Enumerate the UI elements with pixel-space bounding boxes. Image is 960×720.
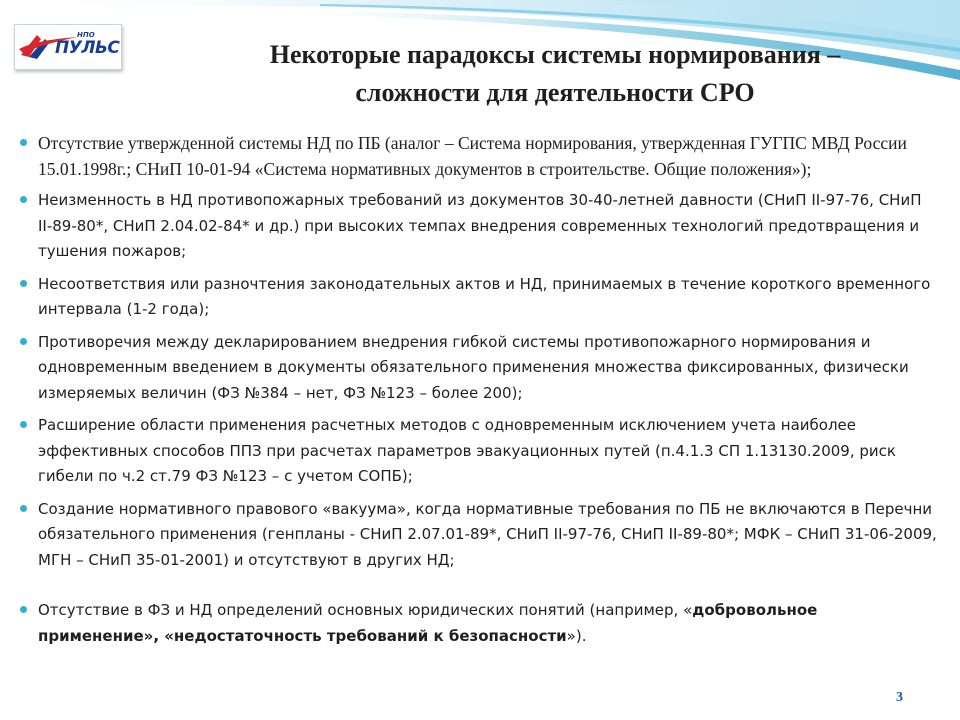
title-line-2: сложности для деятельности СРО	[355, 78, 755, 107]
slide-title	[150, 36, 960, 112]
bullet-icon	[20, 338, 27, 345]
bullet-item	[20, 413, 938, 490]
logo-main-text: ПУЛЬС	[55, 38, 120, 58]
title-line-1: Некоторые парадоксы системы нормирования –	[269, 40, 841, 69]
bullet-item	[20, 272, 938, 323]
bullet-text: Создание нормативного правового «вакуума», когда нормативные требования по ПБ не включаются в Перечни обязательного применения (генпланы - СНиП 2.07.01-89*, СНиП II-97-76, СНиП II-89-80*; МФК – СНиП 31-06-2009, МГН – СНиП 35-01-2001) и отсутствуют в других НД;	[38, 499, 937, 569]
bullet-text-bold: добровольное применение», «недостаточность требований к безопасности	[38, 601, 818, 645]
bullet-text-before: Отсутствие в ФЗ и НД определений основных юридических понятий (например, «	[38, 601, 693, 619]
bullet-item	[20, 598, 938, 649]
company-logo	[14, 24, 122, 70]
bullet-text: Расширение области применения расчетных методов с одновременным исключением учета наиболее эффективных способов ППЗ при расчетах параметров эвакуационных путей (п.4.1.3 СП 1.13130.2009, риск гибели по ч.2 ст.79 ФЗ №123 – с учетом СОПБ);	[38, 416, 896, 485]
bullet-icon	[20, 196, 27, 203]
bullet-item	[20, 188, 938, 265]
bullet-icon	[20, 280, 27, 287]
bullet-icon	[20, 606, 27, 613]
bullet-item	[20, 497, 938, 574]
bullet-icon	[20, 421, 27, 428]
bullet-text-after: »).	[566, 626, 587, 645]
bullet-item	[20, 130, 938, 182]
bullet-icon	[20, 139, 27, 146]
slide-content	[20, 130, 938, 656]
bullet-text: Противоречия между декларированием внедрения гибкой системы противопожарного нормирования и одновременным введением в документы обязательного применения множества фиксированных, физически измеряемых величин (ФЗ №384 – нет, ФЗ №123 – более 200);	[38, 332, 909, 402]
bullet-icon	[20, 505, 27, 512]
bullet-list	[20, 130, 938, 649]
logo-small-text: НПО	[77, 31, 95, 39]
bullet-text: Несоответствия или разночтения законодательных актов и НД, принимаемых в течение короткого временного интервала (1-2 года);	[38, 274, 931, 318]
bullet-item	[20, 330, 938, 407]
bullet-text: Неизменность в НД противопожарных требований из документов 30-40-летней давности (СНиП II-97-76, СНиП II-89-80*, СНиП 2.04.02-84* и др.) при высоких темпах внедрения современных технологий предотвращения и тушения пожаров;	[38, 191, 922, 260]
bullet-text: Отсутствие утвержденной системы НД по ПБ (аналог – Система нормирования, утвержденная ГУГПС МВД России 15.01.1998г.; СНиП 10-01-94 «Система нормативных документов в строительстве. Общие положения»);	[38, 133, 907, 179]
page-number: 3	[896, 690, 903, 705]
